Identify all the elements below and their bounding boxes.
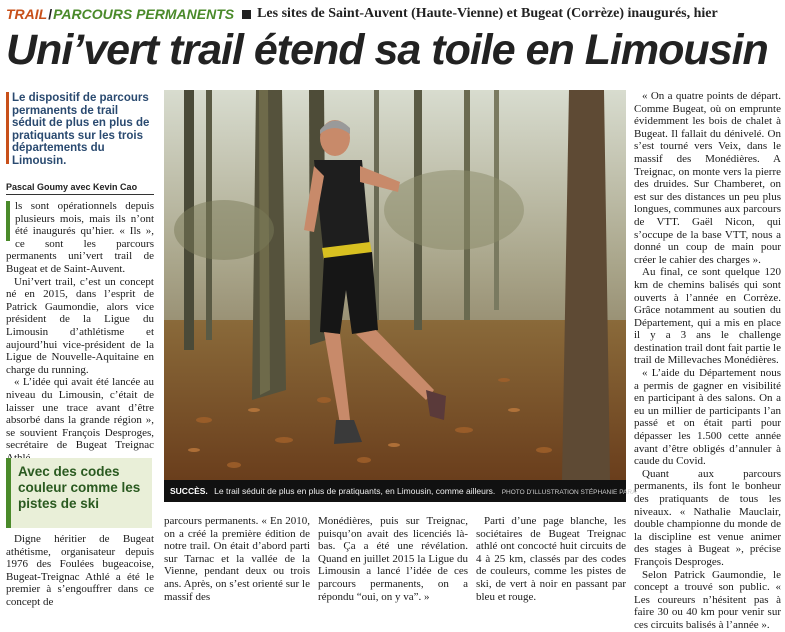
column-1-paragraph [6, 200, 154, 276]
column-1-paragraph: « L’idée qui avait été lancée au niveau du Limousin, c’était de laisser une trace avant d’être absorbé dans la grande région », se souvient François Desproges, secrétaire de Bugeat Treignac [6, 376, 154, 452]
column-5-paragraph: « On a quatre points de départ. Comme Bugeat, où on emprunte évidemment les bois de chalet à Bugeat. Il fallait du dénivelé. On s’est tourné vers Veix, dans le massif des Monédières. A Treignac, on monte vers la pierre des druides. Sur Chamberet, on est sur des distances un peu plus longues, communes aux parcours de VTT. Gaël Nicon, qui s’occupe de la base VTT, nous a donné un coup de main pour créer le cahier des charges ». [634, 90, 781, 266]
byline: Pascal Goumy avec Kevin Cao [6, 182, 154, 195]
square-bullet-icon [242, 10, 251, 19]
drop-cap-bar [6, 201, 10, 241]
column-1-paragraph: Uni’vert trail, c’est un concept né en 2015, dans l’esprit de Patrick Gaumondie, alors vice président de la Ligue du Limousin d’athlétisme et aujourd’hui vice-président de la Ligue de Nouvelle-Aquitaine en charge du running. [6, 275, 154, 376]
column-3-paragraph: Monédières, puis sur Treignac, puisqu’on avait des licenciés là-bas. Ça a été une révélation. Quand en juillet 2015 la Ligue du Limousin a lancé l’idée de ces parcours permanents, on a répondu “oui, on y va”. » [318, 515, 468, 603]
kicker-text: Les sites de Saint-Auvent (Haute-Vienne) et Bugeat (Corrèze) inaugurés, hier [257, 6, 718, 21]
caption-text: Le trail séduit de plus en plus de pratiquants, en Limousin, comme ailleurs. [214, 486, 496, 496]
column-5-paragraph: Selon Patrick Gaumondie, le concept a trouvé son public. « Les coureurs n’hésitent pas à faire 30 ou 40 km pour venir sur ces circuits balisés à l’année ». [634, 568, 781, 631]
section-label: TRAIL [6, 6, 48, 22]
column-1 [6, 200, 154, 464]
photo-credit: PHOTO D’ILLUSTRATION STÉPHANIE PARA [501, 489, 637, 496]
paragraph-text: ls sont opérationnels depuis plusieurs mois, mais ils n’ont été inaugurés qu’hier. « Ils », ce sont les parcours permanents uni’vert trail de Bugeat et de Saint-Auvent. [6, 200, 154, 275]
caption-lead: SUCCÈS. [170, 486, 208, 496]
lede-text: Le dispositif de parcours permanents de trail séduit de plus en plus de pratiquants sur les trois départements du Limousin. [12, 92, 150, 167]
column-4 [476, 515, 626, 603]
photo-caption [164, 480, 637, 502]
trail-runner-photo [164, 90, 626, 480]
article-photo [164, 90, 626, 480]
lede-accent-bar [6, 92, 9, 164]
column-5 [634, 90, 781, 632]
column-1-continuation [6, 533, 154, 609]
column-2 [164, 515, 310, 603]
kicker [6, 5, 781, 23]
column-5-paragraph: « L’aide du Département nous a permis de gagner en visibilité en participant à des salons. On a eu un millier de participants l’an passé et on était parti pour dépasser les 1.500 cette année avant d’être obligés d’annuler à caude du Covid. [634, 367, 781, 468]
column-5-paragraph: Au final, ce sont quelque 120 km de chemins balisés qui sont ouverts à l’année en Corrèze. Grâce notamment au soutien du Département, qui a mis en place il y a 3 ans le challenge destination trail dont fait partie le trail de Millevaches Monédières. [634, 266, 781, 367]
column-4-paragraph: Parti d’une page blanche, les sociétaires de Bugeat Treignac athlé ont concocté huit circuits de 4 à 25 km, classés par des codes de couleurs, comme les pistes de ski, de vert à noir en passant par bleu et rouge. [476, 515, 626, 603]
column-5-paragraph: Quant aux parcours permanents, ils font le bonheur des pratiquants de tous les niveaux. « Nathalie Mauclair, double championne du monde de la discipline est venue animer des stages à Bugeat », précise François Desproges. [634, 467, 781, 568]
lede [6, 92, 154, 167]
column-1-paragraph: Digne héritier de Bugeat athétisme, organisateur depuis 1976 des Foulées bugeacoise, Bugeat-Treignac Athlé a été le premier à s’engouffrer dans ce concept de [6, 533, 154, 608]
subhead-text: Avec des codes couleur comme les pistes de ski [18, 464, 141, 511]
subhead-accent-bar [6, 458, 11, 528]
column-3 [318, 515, 468, 603]
subsection-label: PARCOURS PERMANENTS [53, 6, 235, 22]
headline: Uni’vert trail étend sa toile en Limousin [6, 26, 768, 74]
section-separator: / [48, 6, 53, 22]
subhead-box [6, 458, 152, 528]
column-2-paragraph: parcours permanents. « En 2010, on a créé la première édition de notre trail. On était d’abord parti sur Tarnac et la vallée de la Vienne, pendant deux ou trois ans. Après, on s’est orienté sur le massif des [164, 515, 310, 603]
